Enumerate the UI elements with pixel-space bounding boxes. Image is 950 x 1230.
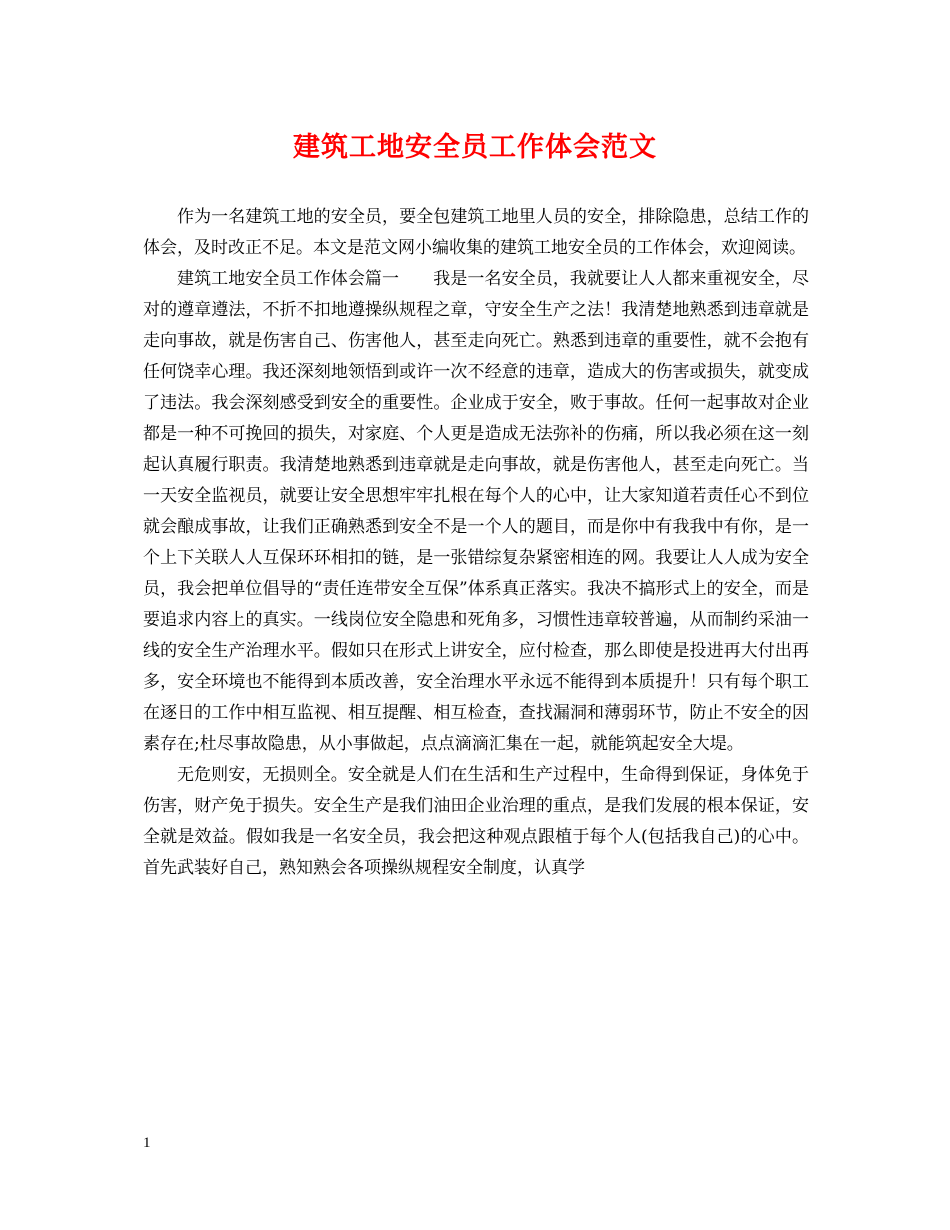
paragraph-part-one: 建筑工地安全员工作体会篇一 我是一名安全员，我就要让人人都来重视安全，尽对的遵章遵法，不折不扣地遵操纵规程之章，守安全生产之法！我清楚地熟悉到违章就是走向事故，就是伤害自己、伤害他人，甚至走向死亡。熟悉到违章的重要性，就不会抱有任何饶幸心理。我还深刻地领悟到或许一次不经意的违章，造成大的伤害或损失，就变成了违法。我会深刻感受到安全的重要性。企业成于安全，败于事故。任何一起事故对企业都是一种不可挽回的损失，对家庭、个人更是造成无法弥补的伤痛，所以我必须在这一刻起认真履行职责。我清楚地熟悉到违章就是走向事故，就是伤害他人，甚至走向死亡。当一天安全监视员，就要让安全思想牢牢扎根在每个人的心中，让大家知道若责任心不到位就会酿成事故，让我们正确熟悉到安全不是一个人的题目，而是你中有我我中有你，是一个上下关联人人互保环环相扣的链，是一张错综复杂紧密相连的网。我要让人人成为安全员，我会把单位倡导的“责任连带安全互保”体系真正落实。我决不搞形式上的安全，而是要追求内容上的真实。一线岗位安全隐患和死角多，习惯性违章较普遍，从而制约采油一线的安全生产治理水平。假如只在形式上讲安全，应付检查，那么即使是投进再大付出再多，安全环境也不能得到本质改善，安全治理水平永远不能得到本质提升！只有每个职工在逐日的工作中相互监视、相互提醒、相互检查，查找漏洞和薄弱环节，防止不安全的因素存在;杜尽事故隐患，从小事做起，点点滴滴汇集在一起，就能筑起安全大堤。	[143, 269, 809, 754]
paragraph-intro: 作为一名建筑工地的安全员，要全包建筑工地里人员的安全，排除隐患，总结工作的体会，及时改正不足。本文是范文网小编收集的建筑工地安全员的工作体会，欢迎阅读。	[143, 207, 809, 258]
article-body	[143, 202, 809, 884]
page-title: 建筑工地安全员工作体会范文	[293, 132, 657, 163]
paragraph-safety: 无危则安，无损则全。安全就是人们在生活和生产过程中，生命得到保证，身体免于伤害，财产免于损失。安全生产是我们油田企业治理的重点，是我们发展的根本保证，安全就是效益。假如我是一名安全员，我会把这种观点跟植于每个人(包括我自己)的心中。首先武装好自己，熟知熟会各项操纵规程安全制度，认真学	[143, 765, 809, 878]
page-number: 1	[143, 1135, 151, 1151]
